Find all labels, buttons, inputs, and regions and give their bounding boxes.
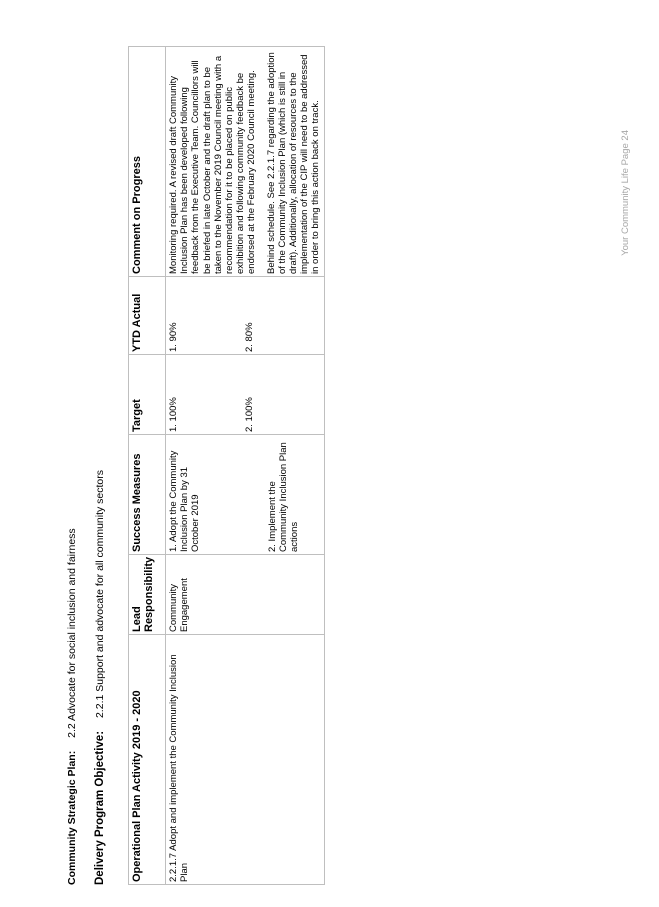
column-header-target: Target [129,355,166,435]
target-2: 2. 100% [244,397,256,432]
strategic-plan-label: Community Strategic Plan: [66,750,78,885]
rotated-page-content [58,45,658,885]
measure-2: 2. Implement the Community Inclusion Plan actions [266,442,301,552]
delivery-objective-row [94,470,106,885]
comment-1: Monitoring required. A revised draft Community Inclusion Plan has been developed following feedback from the Executive Team. Councillors will be briefed in late October and the draft plan to be taken to the November 2019 Council meeting with a recommendation for it to be placed on public exhibition and following community feedback be endorsed at the February 2020 Council meeting. [168,55,258,274]
column-header-lead: Lead Responsibility [129,555,166,635]
operational-plan-table [128,46,325,885]
comment-2: Behind schedule. See 2.2.1.7 regarding the adoption of the Community Inclusion Plan (which is still in draft). Additionally, allocation of resources to the implementation of the CIP will need to be addressed in order to bring this action back on track. [265,52,322,274]
column-header-ytd: YTD Actual [129,277,166,355]
ytd-1: 1. 90% [168,322,179,352]
measures-cell [166,435,325,555]
delivery-objective-value: 2.2.1 Support and advocate for all community sectors [94,469,106,719]
strategic-plan-row [66,528,78,885]
comment-cell [166,47,325,277]
activity-cell: 2.2.1.7 Adopt and implement the Community Inclusion Plan [166,635,325,885]
delivery-objective-label: Delivery Program Objective: [94,730,106,885]
lead-cell: Community Engagement [166,555,325,635]
strategic-plan-value: 2.2 Advocate for social inclusion and fairness [66,528,78,738]
page-footer: Your Community Life Page 24 [620,130,631,256]
target-1: 1. 100% [168,397,179,432]
table-header-row [129,47,166,885]
table-row [166,47,325,885]
ytd-cell [166,277,325,355]
target-cell [166,355,325,435]
column-header-comment: Comment on Progress [129,47,166,277]
ytd-2: 2. 80% [244,322,256,352]
column-header-measures: Success Measures [129,435,166,555]
measure-1: 1. Adopt the Community Inclusion Plan by 31 October 2019 [168,450,202,552]
column-header-activity: Operational Plan Activity 2019 - 2020 [129,635,166,885]
